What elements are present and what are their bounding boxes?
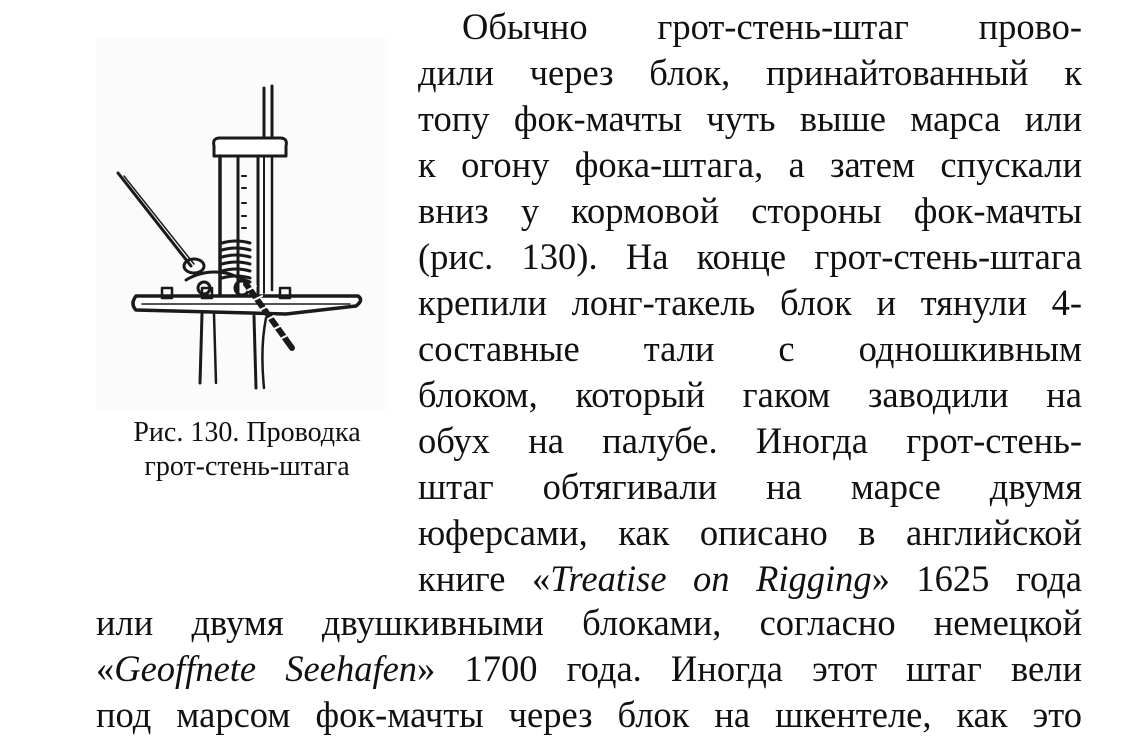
caption-line-2: грот-стень-штага — [144, 451, 350, 482]
text-line: вниз у кормовой стороны фок-мачты — [418, 190, 1082, 231]
figure-130 — [92, 38, 392, 538]
text-line-with-title — [96, 646, 1082, 692]
caption-line-1: Рис. 130. Проводка — [133, 417, 361, 448]
text-line: штаг обтягивали на марсе двумя — [418, 466, 1082, 507]
text-line: блоком, который гаком заводили на — [418, 374, 1082, 415]
text-fragment: « — [96, 648, 115, 689]
book-title-seehafen: Geoffnete Seehafen — [114, 648, 418, 689]
text-line: составные тали с одношкивным — [418, 328, 1082, 369]
text-line: топу фок-мачты чуть выше марса или — [418, 98, 1082, 139]
text-line: дили через блок, принайтованный к — [418, 52, 1082, 93]
text-fragment: » 1700 года. Иногда этот штаг вели — [417, 648, 1082, 689]
text-fragment: » 1625 года — [871, 558, 1082, 599]
text-line: обух на палубе. Иногда грот-стень- — [418, 420, 1082, 461]
text-fragment: книге « — [418, 558, 551, 599]
text-line: или двумя двушкивными блоками, согласно немецкой — [96, 602, 1082, 643]
text-line: крепили лонг-такель блок и тянули 4- — [418, 282, 1082, 323]
full-width-text — [96, 600, 1082, 738]
text-line: к огону фока-штага, а затем спускали — [418, 144, 1082, 185]
text-line: под марсом фок-мачты через блок на шкентеле, как это — [96, 694, 1082, 735]
right-text-column — [418, 4, 1082, 602]
text-line: Обычно грот-стень-штаг прово- — [462, 6, 1082, 47]
figure-caption — [92, 416, 402, 484]
text-line: (рис. 130). На конце грот-стень-штага — [418, 236, 1082, 277]
text-line-with-title — [418, 556, 1082, 602]
rigging-illustration-icon — [96, 38, 388, 410]
text-line: юферсами, как описано в английской — [418, 512, 1082, 553]
book-title-treatise: Treatise on Rigging — [550, 558, 872, 599]
